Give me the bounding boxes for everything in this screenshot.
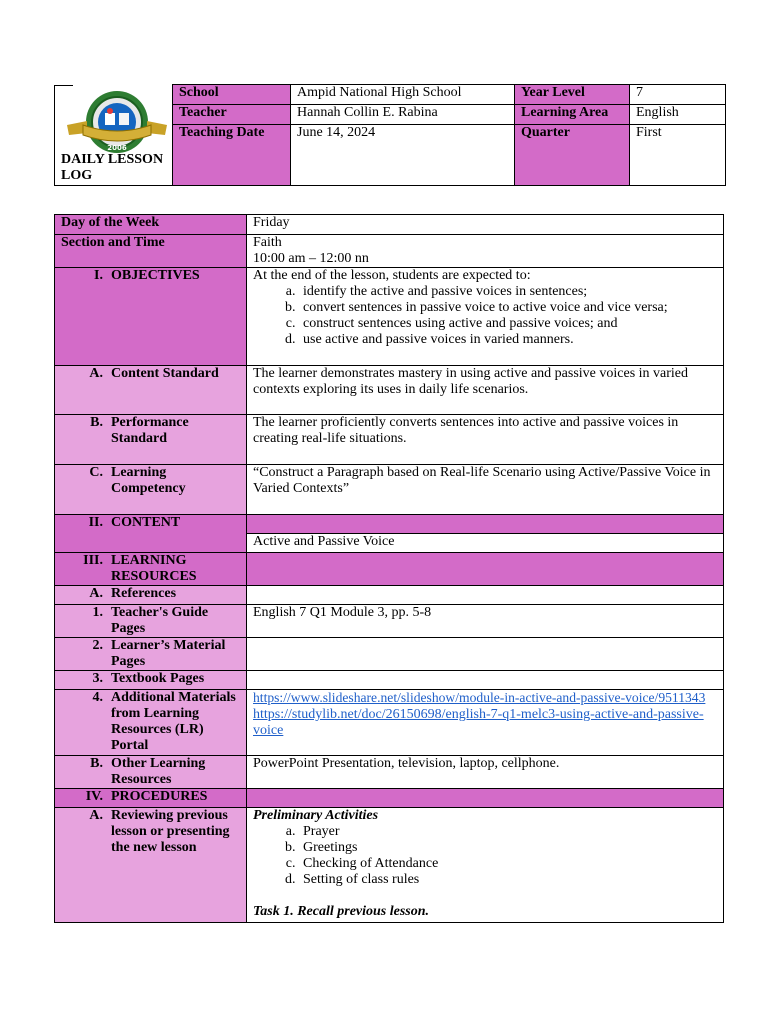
time-value: 10:00 am – 12:00 nn — [253, 251, 369, 266]
year-level-value: 7 — [630, 85, 726, 105]
reviewing-value — [247, 808, 724, 923]
day-of-week-label: Day of the Week — [55, 215, 247, 235]
section-time-label: Section and Time — [55, 235, 247, 268]
quarter-label: Quarter — [515, 125, 630, 186]
objectives-list — [253, 284, 717, 348]
logo-year-text: 2006 — [107, 143, 127, 152]
objective-item: c. construct sentences using active and passive voices; and — [299, 316, 717, 332]
preliminary-list — [253, 824, 717, 888]
preliminary-heading: Preliminary Activities — [253, 808, 379, 823]
school-value: Ampid National High School — [291, 85, 515, 105]
objectives-label: I. OBJECTIVES — [55, 268, 247, 366]
objective-item: d. use active and passive voices in varied manners. — [299, 332, 717, 348]
objectives-intro: At the end of the lesson, students are expected to: — [253, 268, 531, 283]
lesson-log-table — [54, 214, 724, 923]
content-standard-label: A. Content Standard — [55, 366, 247, 415]
objective-item: a. identify the active and passive voices in sentences; — [299, 284, 717, 300]
learners-material-label: 2. Learner’s Material Pages — [55, 638, 247, 671]
content-value: Active and Passive Voice — [247, 534, 724, 553]
school-label: School — [173, 85, 291, 105]
header-table — [54, 84, 726, 186]
performance-standard-label: B. Performance Standard — [55, 415, 247, 465]
reviewing-label: A. Reviewing previous lesson or presenting the new lesson — [55, 808, 247, 923]
teacher-value: Hannah Collin E. Rabina — [291, 105, 515, 125]
preliminary-item: c. Checking of Attendance — [299, 856, 717, 872]
learners-material-value — [247, 638, 724, 671]
preliminary-item: d. Setting of class rules — [299, 872, 717, 888]
content-header-band — [247, 515, 724, 534]
learning-competency-label: C. Learning Competency — [55, 465, 247, 515]
studylib-link[interactable]: https://studylib.net/doc/26150698/english-7-q1-melc3-using-active-and-passive-voice — [253, 707, 704, 738]
teachers-guide-value: English 7 Q1 Module 3, pp. 5-8 — [247, 605, 724, 638]
procedures-label: IV. PROCEDURES — [55, 789, 247, 808]
objective-item: b. convert sentences in passive voice to active voice and vice versa; — [299, 300, 717, 316]
other-resources-label: B. Other Learning Resources — [55, 756, 247, 789]
logo-title-cell — [55, 85, 173, 186]
textbook-label: 3. Textbook Pages — [55, 671, 247, 690]
learning-resources-band — [247, 553, 724, 586]
daily-lesson-log-title: DAILY LESSON LOG — [61, 151, 164, 183]
learning-area-value: English — [630, 105, 726, 125]
teaching-date-value: June 14, 2024 — [291, 125, 515, 186]
references-label: A. References — [55, 586, 247, 605]
quarter-value: First — [630, 125, 726, 186]
preliminary-item: b. Greetings — [299, 840, 717, 856]
learning-area-label: Learning Area — [515, 105, 630, 125]
additional-materials-value — [247, 690, 724, 756]
preliminary-item: a. Prayer — [299, 824, 717, 840]
section-time-value — [247, 235, 724, 268]
learning-competency-value: “Construct a Paragraph based on Real-life Scenario using Active/Passive Voice in Varied Contexts” — [247, 465, 724, 515]
teaching-date-label: Teaching Date — [173, 125, 291, 186]
additional-materials-label: 4. Additional Materials from Learning Resources (LR) Portal — [55, 690, 247, 756]
school-seal-logo — [65, 89, 169, 155]
textbook-value — [247, 671, 724, 690]
references-value — [247, 586, 724, 605]
performance-standard-value: The learner proficiently converts sentences into active and passive voices in creating real-life situations. — [247, 415, 724, 465]
slideshare-link[interactable]: https://www.slideshare.net/slideshow/module-in-active-and-passive-voice/9511343 — [253, 690, 706, 705]
day-of-week-value: Friday — [247, 215, 724, 235]
objectives-value — [247, 268, 724, 366]
task-heading: Task 1. Recall previous lesson. — [253, 904, 430, 919]
section-value: Faith — [253, 235, 282, 250]
procedures-band — [247, 789, 724, 808]
teachers-guide-label: 1. Teacher's Guide Pages — [55, 605, 247, 638]
content-standard-value: The learner demonstrates mastery in using active and passive voices in varied contexts exploring its uses in daily life scenarios. — [247, 366, 724, 415]
year-level-label: Year Level — [515, 85, 630, 105]
content-label: II. CONTENT — [55, 515, 247, 553]
teacher-label: Teacher — [173, 105, 291, 125]
learning-resources-label: III. LEARNING RESOURCES — [55, 553, 247, 586]
other-resources-value: PowerPoint Presentation, television, laptop, cellphone. — [247, 756, 724, 789]
